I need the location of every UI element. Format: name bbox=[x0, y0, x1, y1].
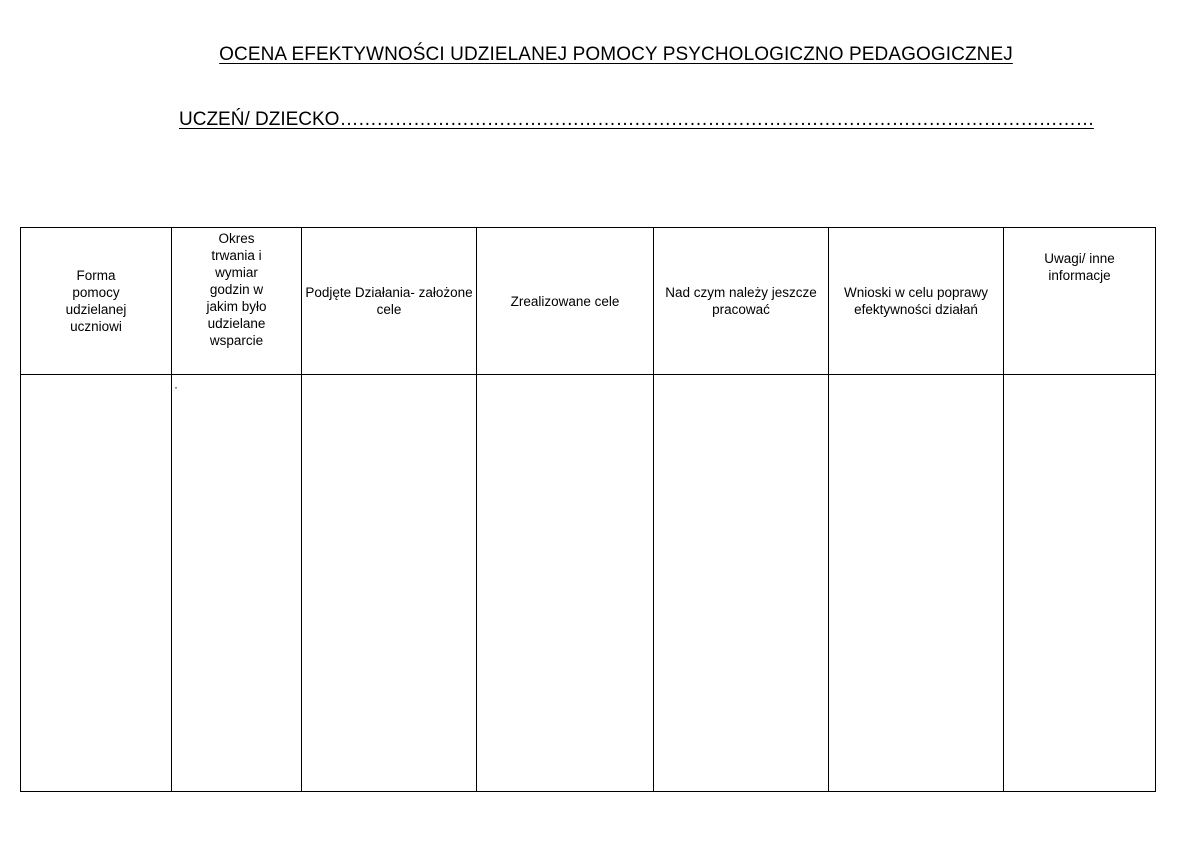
header-wnioski: Wnioski w celu poprawy efektywności działań bbox=[829, 228, 1004, 375]
student-blank-dots[interactable]: …………………………………………………………………………………………………………… bbox=[339, 109, 1094, 130]
student-field-line bbox=[179, 109, 1094, 131]
cell-uwagi[interactable] bbox=[1004, 375, 1156, 792]
cell-forma-pomocy[interactable] bbox=[21, 375, 172, 792]
cell-okres-trwania[interactable] bbox=[172, 375, 302, 792]
header-podjete-dzialania: Podjęte Działania- założone cele bbox=[302, 228, 477, 375]
header-forma-pomocy: Forma pomocy udzielanej uczniowi bbox=[21, 228, 172, 375]
header-okres-trwania: Okres trwania i wymiar godzin w jakim było udzielane wsparcie bbox=[172, 228, 302, 375]
cell-wnioski[interactable] bbox=[829, 375, 1004, 792]
cell-nad-czym-pracowac[interactable] bbox=[654, 375, 829, 792]
table-row bbox=[21, 375, 1156, 792]
cell-mark: · bbox=[174, 380, 178, 394]
evaluation-table bbox=[20, 227, 1156, 792]
student-label: UCZEŃ/ DZIECKO bbox=[179, 109, 340, 130]
cell-podjete-dzialania[interactable] bbox=[302, 375, 477, 792]
header-zrealizowane-cele: Zrealizowane cele bbox=[477, 228, 654, 375]
cell-zrealizowane-cele[interactable] bbox=[477, 375, 654, 792]
header-uwagi: Uwagi/ inne informacje bbox=[1004, 228, 1156, 375]
document-title: OCENA EFEKTYWNOŚCI UDZIELANEJ POMOCY PSYCHOLOGICZNO PEDAGOGICZNEJ bbox=[219, 44, 1013, 65]
table-header-row bbox=[21, 228, 1156, 375]
header-nad-czym-pracowac: Nad czym należy jeszcze pracować bbox=[654, 228, 829, 375]
